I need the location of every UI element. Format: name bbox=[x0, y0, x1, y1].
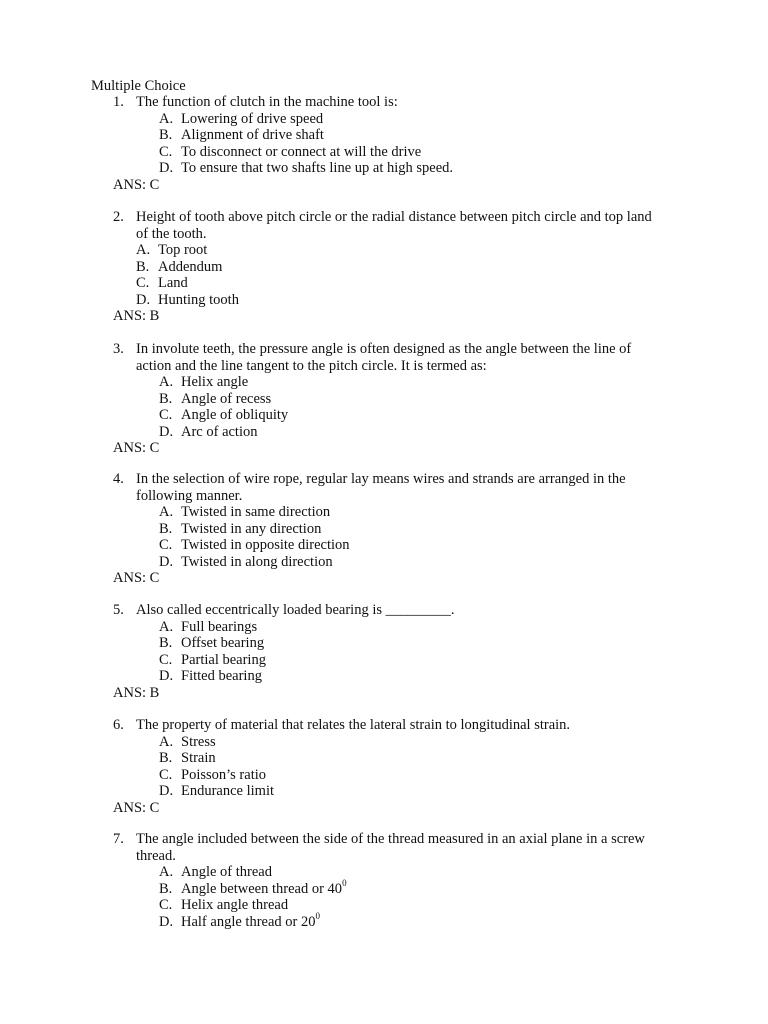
option-letter: D. bbox=[159, 913, 174, 930]
question-number: 5. bbox=[113, 602, 124, 618]
option-letter: A. bbox=[159, 864, 174, 880]
option-list bbox=[0, 374, 768, 440]
option-text: Helix angle thread bbox=[181, 897, 289, 913]
question-text: The property of material that relates the lateral strain to longitudinal strain. bbox=[136, 717, 571, 733]
option-c bbox=[136, 275, 768, 292]
option-text: Alignment of drive shaft bbox=[181, 127, 324, 143]
option-text: Angle of thread bbox=[181, 864, 272, 880]
option-list bbox=[0, 734, 768, 800]
option-letter: B. bbox=[159, 520, 173, 537]
option-c bbox=[159, 407, 768, 424]
option-b bbox=[159, 635, 768, 652]
option-d bbox=[159, 668, 768, 685]
answer-key: ANS: C bbox=[113, 799, 160, 816]
question-text: Height of tooth above pitch circle or the radial distance between pitch circle and top land of the tooth. bbox=[136, 209, 652, 242]
option-letter: C. bbox=[159, 143, 173, 160]
question-text: Also called eccentrically loaded bearing is _________. bbox=[136, 602, 455, 618]
option-list bbox=[0, 111, 768, 177]
question-stem bbox=[0, 94, 768, 111]
option-c bbox=[159, 897, 768, 914]
option-b bbox=[159, 391, 768, 408]
option-list bbox=[0, 242, 768, 308]
option-a bbox=[159, 619, 768, 636]
question-stem bbox=[0, 341, 768, 374]
question-7 bbox=[0, 831, 768, 930]
option-letter: B. bbox=[136, 258, 150, 275]
option-c bbox=[159, 144, 768, 161]
question-number: 6. bbox=[113, 717, 124, 733]
option-letter: C. bbox=[136, 275, 150, 291]
answer-key: ANS: C bbox=[113, 440, 160, 456]
question-5 bbox=[0, 602, 768, 701]
option-a bbox=[159, 864, 768, 881]
option-letter: C. bbox=[159, 651, 173, 668]
option-d bbox=[159, 424, 768, 441]
option-list bbox=[0, 619, 768, 685]
option-b bbox=[159, 877, 768, 898]
answer-key: ANS: B bbox=[113, 308, 160, 324]
section-heading: Multiple Choice bbox=[91, 78, 186, 94]
option-text: Hunting tooth bbox=[158, 291, 239, 308]
question-stem bbox=[0, 471, 768, 504]
option-text: Stress bbox=[181, 733, 216, 750]
option-text: Twisted in any direction bbox=[181, 520, 322, 537]
question-3 bbox=[0, 341, 768, 457]
option-d bbox=[136, 292, 768, 309]
question-number: 7. bbox=[113, 831, 124, 847]
option-text bbox=[181, 910, 320, 931]
option-text: Poisson’s ratio bbox=[181, 766, 266, 783]
option-b bbox=[159, 750, 768, 767]
question-2 bbox=[0, 209, 768, 325]
option-letter: D. bbox=[159, 553, 174, 570]
option-c bbox=[159, 537, 768, 554]
option-letter: B. bbox=[159, 127, 173, 143]
option-d bbox=[159, 160, 768, 177]
answer-key: ANS: C bbox=[113, 570, 160, 586]
question-text: In involute teeth, the pressure angle is often designed as the angle between the line of action and the line tangent to the pitch circle. It is termed as: bbox=[136, 341, 632, 374]
option-list bbox=[0, 504, 768, 570]
question-1 bbox=[0, 94, 768, 193]
question-text: The function of clutch in the machine tool is: bbox=[136, 94, 398, 110]
option-text: Helix angle bbox=[181, 374, 249, 390]
option-letter: D. bbox=[159, 423, 174, 440]
question-stem bbox=[0, 717, 768, 734]
option-a bbox=[159, 504, 768, 521]
option-text: Partial bearing bbox=[181, 651, 266, 668]
option-a bbox=[159, 734, 768, 751]
option-b bbox=[159, 127, 768, 144]
option-text bbox=[181, 877, 347, 898]
option-letter: D. bbox=[136, 291, 151, 308]
option-letter: D. bbox=[159, 160, 174, 176]
option-letter: A. bbox=[159, 110, 174, 127]
superscript-degree: 0 bbox=[342, 877, 347, 888]
option-a bbox=[159, 374, 768, 391]
option-text: To disconnect or connect at will the drive bbox=[181, 143, 422, 160]
option-text: Angle of recess bbox=[181, 390, 272, 407]
option-letter: A. bbox=[159, 374, 174, 390]
option-letter: B. bbox=[159, 635, 173, 651]
option-text: Addendum bbox=[158, 258, 223, 275]
question-number: 1. bbox=[113, 94, 124, 110]
option-text: Land bbox=[158, 275, 188, 291]
option-d bbox=[159, 783, 768, 800]
option-list bbox=[0, 864, 768, 930]
option-letter: D. bbox=[159, 783, 174, 799]
option-c bbox=[159, 767, 768, 784]
option-d bbox=[159, 910, 768, 931]
option-text-main: Angle between thread or 40 bbox=[181, 880, 343, 897]
question-stem bbox=[0, 209, 768, 242]
option-text: Strain bbox=[181, 750, 216, 766]
answer-key: ANS: B bbox=[113, 684, 160, 701]
option-letter: B. bbox=[159, 880, 173, 897]
option-b bbox=[159, 521, 768, 538]
option-text: Arc of action bbox=[181, 423, 258, 440]
option-text-main: Half angle thread or 20 bbox=[181, 913, 316, 930]
question-number: 4. bbox=[113, 471, 124, 487]
option-letter: C. bbox=[159, 766, 173, 783]
option-letter: A. bbox=[136, 242, 151, 258]
option-letter: C. bbox=[159, 407, 173, 423]
option-text: Twisted in opposite direction bbox=[181, 537, 350, 553]
option-letter: B. bbox=[159, 750, 173, 766]
option-text: To ensure that two shafts line up at high speed. bbox=[181, 160, 454, 176]
option-text: Lowering of drive speed bbox=[181, 110, 324, 127]
option-letter: A. bbox=[159, 733, 174, 750]
option-text: Top root bbox=[158, 242, 208, 258]
option-letter: B. bbox=[159, 390, 173, 407]
option-text: Offset bearing bbox=[181, 635, 265, 651]
option-letter: C. bbox=[159, 537, 173, 553]
option-text: Fitted bearing bbox=[181, 668, 262, 684]
question-stem bbox=[0, 602, 768, 619]
question-number: 3. bbox=[113, 341, 124, 357]
option-text: Twisted in along direction bbox=[181, 553, 333, 570]
option-text: Angle of obliquity bbox=[181, 407, 289, 423]
option-text: Twisted in same direction bbox=[181, 504, 331, 520]
answer-key: ANS: C bbox=[113, 176, 160, 193]
option-b bbox=[136, 259, 768, 276]
question-4 bbox=[0, 471, 768, 587]
option-c bbox=[159, 652, 768, 669]
option-letter: A. bbox=[159, 618, 174, 635]
option-letter: D. bbox=[159, 668, 174, 684]
option-a bbox=[159, 111, 768, 128]
question-number: 2. bbox=[113, 209, 124, 225]
option-d bbox=[159, 554, 768, 571]
question-6 bbox=[0, 717, 768, 816]
superscript-degree: 0 bbox=[315, 910, 320, 921]
question-text: In the selection of wire rope, regular lay means wires and strands are arranged in the following manner. bbox=[136, 471, 626, 504]
question-text: The angle included between the side of the thread measured in an axial plane in a screw thread. bbox=[136, 831, 645, 864]
option-letter: A. bbox=[159, 504, 174, 520]
option-letter: C. bbox=[159, 897, 173, 913]
option-text: Full bearings bbox=[181, 618, 258, 635]
option-text: Endurance limit bbox=[181, 783, 275, 799]
option-a bbox=[136, 242, 768, 259]
question-stem bbox=[0, 831, 768, 864]
